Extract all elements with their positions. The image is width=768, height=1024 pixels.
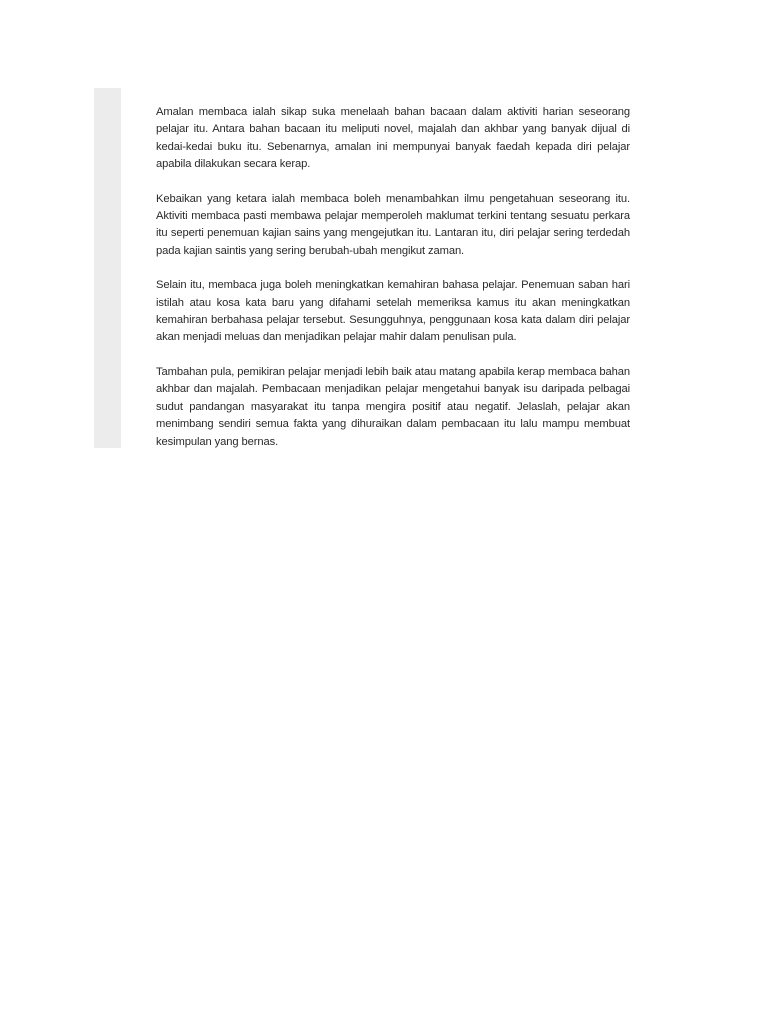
paragraph-2: Kebaikan yang ketara ialah membaca boleh menambahkan ilmu pengetahuan seseorang itu. Aktiviti membaca pasti membawa pelajar memperoleh maklumat terkini tentang sesuatu perkara itu seperti penemuan kajian sains yang mengejutkan itu. Lantaran itu, diri pelajar sering terdedah pada kajian saintis yang sering berubah-ubah mengikut zaman.: [156, 192, 630, 257]
page-left-bar: [94, 88, 121, 448]
paragraph-4: Tambahan pula, pemikiran pelajar menjadi lebih baik atau matang apabila kerap membaca bahan akhbar dan majalah. Pembacaan menjadikan pelajar mengetahui banyak isu daripada pelbagai sudut pandangan masyarakat itu tanpa mengira positif atau negatif. Jelaslah, pelajar akan menimbang sendiri semua fakta yang dihuraikan dalam pembacaan itu lalu mampu membuat kesimpulan yang bernas.: [156, 365, 630, 448]
paragraph-1: Amalan membaca ialah sikap suka menelaah bahan bacaan dalam aktiviti harian seseorang pelajar itu. Antara bahan bacaan itu meliputi novel, majalah dan akhbar yang banyak dijual di kedai-kedai buku itu. Sebenarnya, amalan ini mempunyai banyak faedah kepada diri pelajar apabila dilakukan secara kerap.: [156, 106, 630, 171]
paragraph-3: Selain itu, membaca juga boleh meningkatkan kemahiran bahasa pelajar. Penemuan saban hari istilah atau kosa kata baru yang difahami setelah memeriksa kamus itu akan meningkatkan kemahiran berbahasa pelajar tersebut. Sesungguhnya, penggunaan kosa kata dalam diri pelajar akan menjadi meluas dan menjadikan pelajar mahir dalam penulisan pula.: [156, 279, 630, 344]
essay-body: [156, 104, 630, 451]
